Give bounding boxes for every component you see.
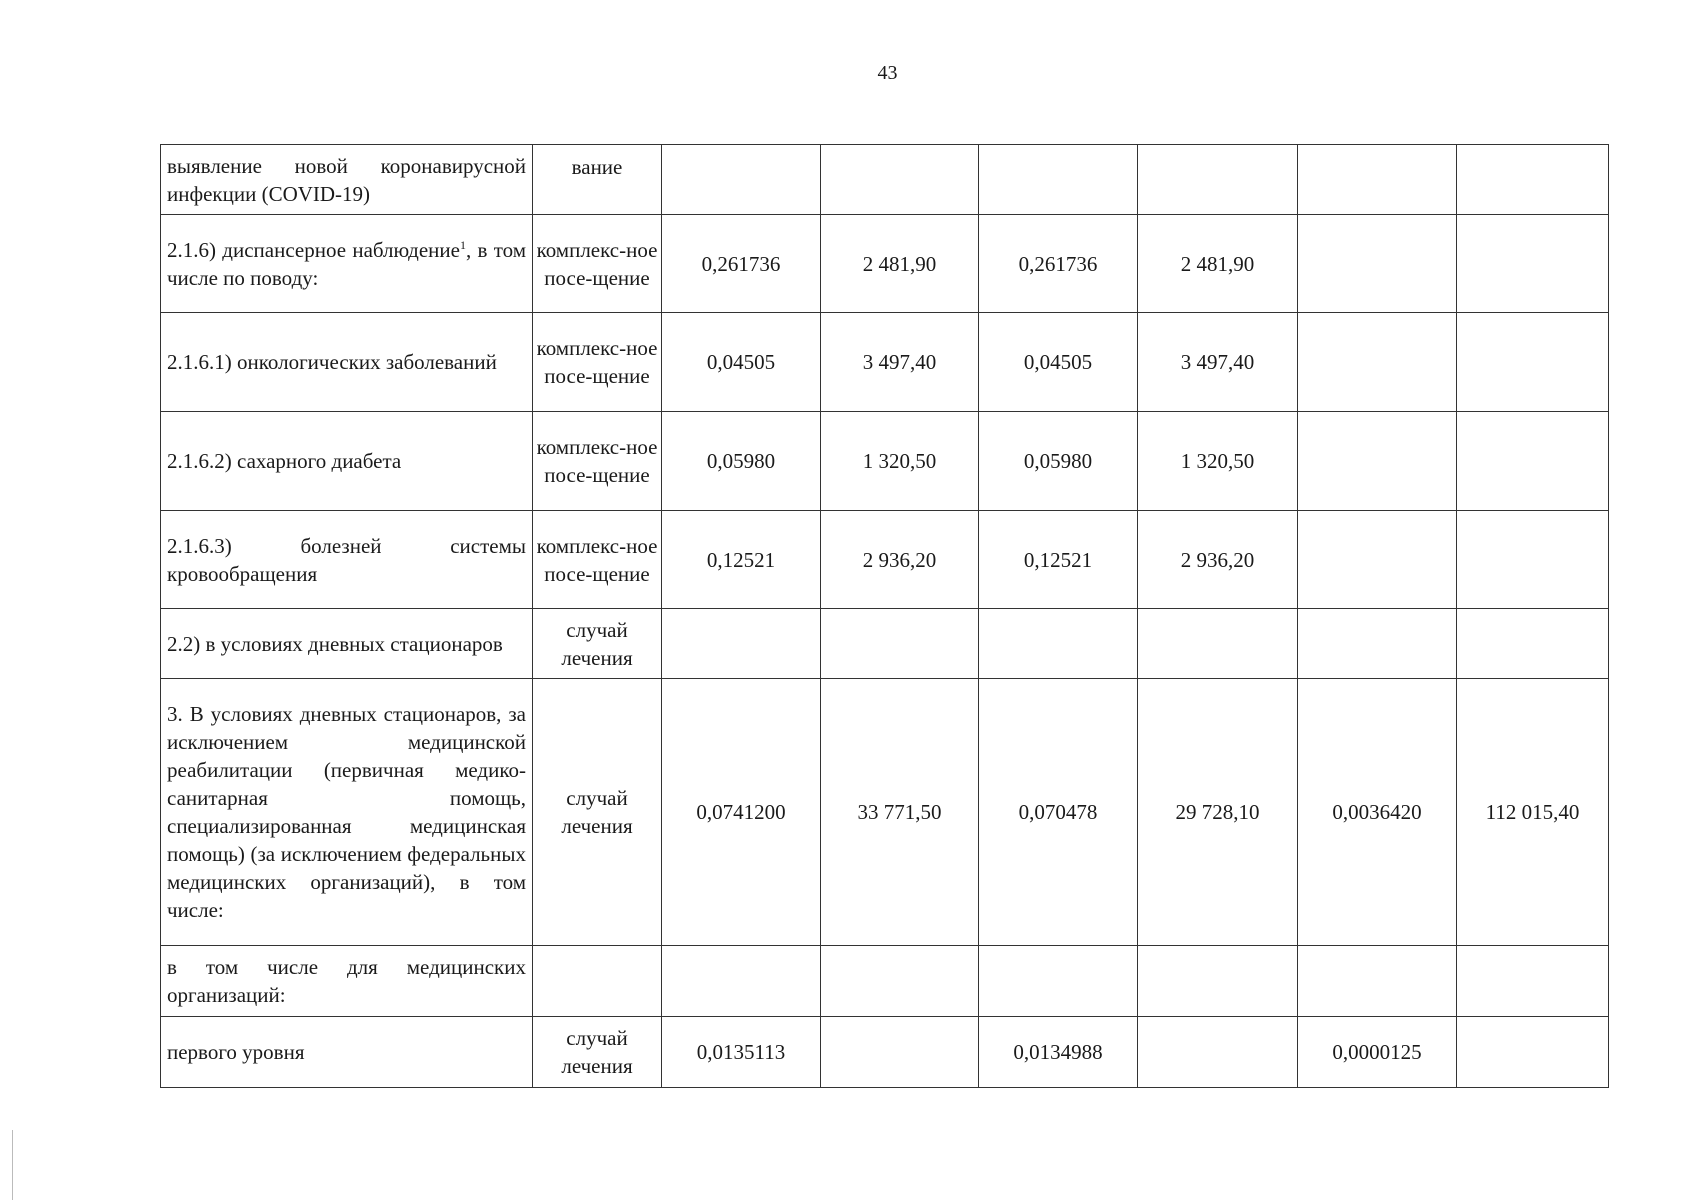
footnote-marker: 1 [459, 237, 466, 252]
cell-value: 33 771,50 [821, 679, 979, 946]
cell-value: 2 936,20 [1138, 511, 1298, 609]
row-label: выявление новой коронавирусной инфекции (COVID-19) [161, 145, 533, 215]
table-row [161, 215, 1609, 313]
cell-value [979, 145, 1138, 215]
cell-value [1298, 946, 1457, 1017]
row-label: 2.1.6.1) онкологических заболеваний [161, 313, 533, 412]
data-table [160, 144, 1609, 1088]
scan-edge-mark [12, 1130, 13, 1200]
row-label-tail: , в том числе по поводу: [167, 237, 526, 290]
row-label [161, 215, 533, 313]
table-row [161, 511, 1609, 609]
cell-value [1298, 511, 1457, 609]
row-unit: комплекс-ное посе-щение [533, 215, 662, 313]
cell-value [1457, 313, 1609, 412]
cell-value: 0,070478 [979, 679, 1138, 946]
row-unit: комплекс-ное посе-щение [533, 412, 662, 511]
cell-value [979, 609, 1138, 679]
cell-value: 2 481,90 [1138, 215, 1298, 313]
cell-value [1298, 412, 1457, 511]
cell-value [821, 609, 979, 679]
cell-value: 3 497,40 [1138, 313, 1298, 412]
cell-value: 0,0134988 [979, 1017, 1138, 1088]
table-row [161, 679, 1609, 946]
cell-value [1298, 313, 1457, 412]
cell-value [1298, 609, 1457, 679]
cell-value [1298, 215, 1457, 313]
cell-value [1138, 145, 1298, 215]
cell-value: 1 320,50 [1138, 412, 1298, 511]
table-row [161, 145, 1609, 215]
cell-value: 0,05980 [662, 412, 821, 511]
row-label: первого уровня [161, 1017, 533, 1088]
row-unit: случай лечения [533, 679, 662, 946]
cell-value: 0,0135113 [662, 1017, 821, 1088]
cell-value [662, 145, 821, 215]
table-row [161, 946, 1609, 1017]
table-row [161, 313, 1609, 412]
cell-value [662, 609, 821, 679]
cell-value: 0,261736 [979, 215, 1138, 313]
row-label: в том числе для медицинских организаций: [161, 946, 533, 1017]
cell-value [1457, 511, 1609, 609]
row-label: 3. В условиях дневных стационаров, за исключением медицинской реабилитации (первичная медико-санитарная помощь, специализированная медицинская помощь) (за исключением федеральных медицинских организаций), в том числе: [161, 679, 533, 946]
cell-value [1138, 609, 1298, 679]
cell-value: 0,0036420 [1298, 679, 1457, 946]
cell-value: 112 015,40 [1457, 679, 1609, 946]
cell-value [821, 1017, 979, 1088]
cell-value: 0,04505 [662, 313, 821, 412]
table-row [161, 609, 1609, 679]
row-label: 2.1.6.3) болезней системы кровообращения [161, 511, 533, 609]
cell-value: 0,12521 [979, 511, 1138, 609]
row-label: 2.2) в условиях дневных стационаров [161, 609, 533, 679]
row-unit: случай лечения [533, 1017, 662, 1088]
table-row [161, 412, 1609, 511]
row-unit [533, 946, 662, 1017]
row-label: 2.1.6.2) сахарного диабета [161, 412, 533, 511]
row-unit: вание [533, 145, 662, 215]
cell-value: 0,261736 [662, 215, 821, 313]
cell-value: 2 481,90 [821, 215, 979, 313]
cell-value [1457, 946, 1609, 1017]
cell-value [1457, 215, 1609, 313]
cell-value [1138, 1017, 1298, 1088]
cell-value: 3 497,40 [821, 313, 979, 412]
cell-value [979, 946, 1138, 1017]
row-label-main: 2.1.6) диспансерное наблюдение [167, 237, 460, 262]
cell-value: 0,0000125 [1298, 1017, 1457, 1088]
cell-value: 0,12521 [662, 511, 821, 609]
row-unit: случай лечения [533, 609, 662, 679]
cell-value: 1 320,50 [821, 412, 979, 511]
cell-value: 0,04505 [979, 313, 1138, 412]
cell-value [821, 145, 979, 215]
cell-value [1298, 145, 1457, 215]
cell-value: 2 936,20 [821, 511, 979, 609]
cell-value [1457, 1017, 1609, 1088]
cell-value [1457, 145, 1609, 215]
cell-value [1457, 609, 1609, 679]
row-unit: комплекс-ное посе-щение [533, 313, 662, 412]
cell-value: 0,05980 [979, 412, 1138, 511]
cell-value: 0,0741200 [662, 679, 821, 946]
page-number: 43 [877, 62, 898, 84]
table-row [161, 1017, 1609, 1088]
cell-value [662, 946, 821, 1017]
row-unit: комплекс-ное посе-щение [533, 511, 662, 609]
cell-value [1138, 946, 1298, 1017]
cell-value [821, 946, 979, 1017]
cell-value: 29 728,10 [1138, 679, 1298, 946]
cell-value [1457, 412, 1609, 511]
